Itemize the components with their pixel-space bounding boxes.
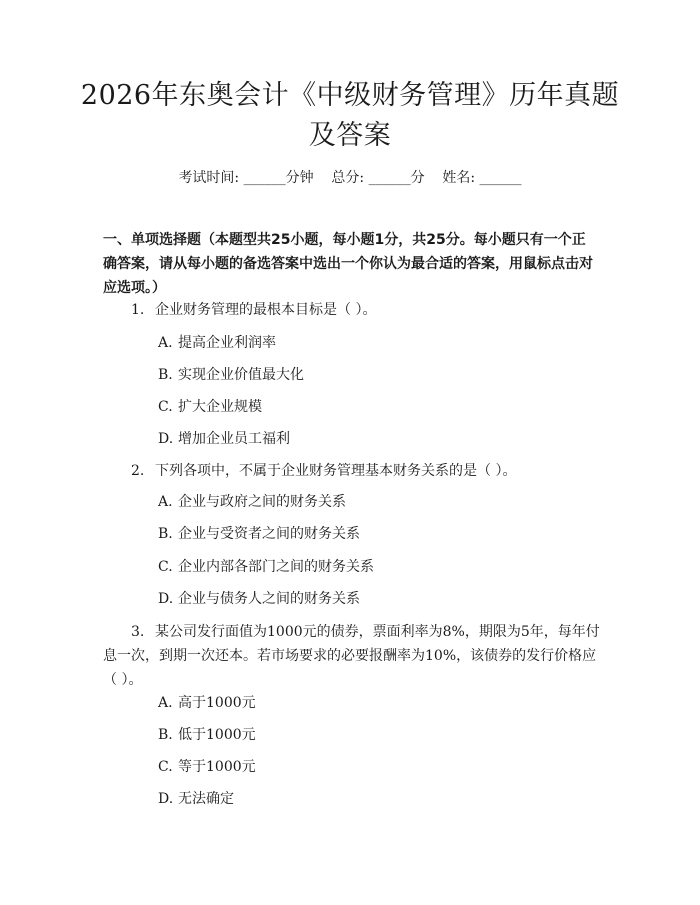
question-3 bbox=[103, 620, 603, 692]
option-letter: C. bbox=[158, 559, 173, 575]
q2-option-b[interactable] bbox=[158, 524, 360, 544]
question-2 bbox=[103, 459, 603, 483]
option-text: 企业与受资者之间的财务关系 bbox=[178, 526, 360, 542]
question-text: 企业财务管理的最根本目标是（ ）。 bbox=[155, 302, 377, 318]
option-text: 低于1000元 bbox=[178, 727, 256, 743]
question-number: 2. bbox=[131, 463, 145, 479]
q3-option-c[interactable] bbox=[158, 757, 256, 777]
option-letter: B. bbox=[158, 727, 173, 743]
q2-option-c[interactable] bbox=[158, 557, 374, 577]
question-1 bbox=[103, 298, 603, 322]
section-heading bbox=[103, 228, 603, 300]
question-number: 3. bbox=[131, 624, 145, 640]
option-letter: A. bbox=[158, 494, 173, 510]
question-number: 1. bbox=[131, 302, 145, 318]
option-text: 无法确定 bbox=[178, 791, 234, 807]
question-text-line-1 bbox=[103, 620, 603, 644]
question-text: 下列各项中，不属于企业财务管理基本财务关系的是（ ）。 bbox=[155, 463, 517, 479]
section-heading-line-1: 一、单项选择题（本题型共25小题，每小题1分，共25分。每小题只有一个正 bbox=[103, 232, 586, 248]
q1-option-c[interactable] bbox=[158, 397, 262, 417]
option-letter: B. bbox=[158, 526, 173, 542]
option-text: 提高企业利润率 bbox=[178, 335, 276, 351]
title-line-1: 2026年东奥会计《中级财务管理》历年真题 bbox=[80, 80, 620, 111]
q1-option-b[interactable] bbox=[158, 365, 304, 385]
option-text: 等于1000元 bbox=[178, 759, 256, 775]
q3-option-a[interactable] bbox=[158, 693, 256, 713]
option-letter: C. bbox=[158, 399, 173, 415]
title-line-2: 及答案 bbox=[308, 120, 392, 151]
q1-option-d[interactable] bbox=[158, 429, 290, 449]
section-heading-line-2: 确答案，请从每小题的备选答案中选出一个你认为最合适的答案，用鼠标点击对 bbox=[103, 256, 593, 272]
option-letter: B. bbox=[158, 367, 173, 383]
question-text-line-3: （ ）。 bbox=[103, 672, 143, 688]
section-heading-line-3: 应选项。） bbox=[103, 280, 166, 296]
option-letter: D. bbox=[158, 431, 174, 447]
option-text: 扩大企业规模 bbox=[178, 399, 262, 415]
question-text: 某公司发行面值为1000元的债券，票面利率为8%，期限为5年，每年付 bbox=[155, 624, 600, 640]
exam-info: 考试时间: ______分钟 总分: ______分 姓名: ______ bbox=[178, 170, 522, 186]
option-letter: D. bbox=[158, 791, 174, 807]
option-letter: D. bbox=[158, 591, 174, 607]
option-text: 企业内部各部门之间的财务关系 bbox=[178, 559, 374, 575]
q3-option-d[interactable] bbox=[158, 789, 234, 809]
option-letter: A. bbox=[158, 335, 173, 351]
q1-option-a[interactable] bbox=[158, 333, 276, 353]
q2-option-d[interactable] bbox=[158, 589, 360, 609]
q3-option-b[interactable] bbox=[158, 725, 256, 745]
question-text-line-2: 息一次，到期一次还本。若市场要求的必要报酬率为10%，该债券的发行价格应 bbox=[103, 648, 597, 664]
q2-option-a[interactable] bbox=[158, 492, 346, 512]
option-letter: A. bbox=[158, 695, 173, 711]
option-text: 企业与政府之间的财务关系 bbox=[178, 494, 346, 510]
option-text: 实现企业价值最大化 bbox=[178, 367, 304, 383]
option-text: 高于1000元 bbox=[178, 695, 256, 711]
option-text: 企业与债务人之间的财务关系 bbox=[178, 591, 360, 607]
page-title bbox=[60, 76, 640, 156]
option-text: 增加企业员工福利 bbox=[178, 431, 290, 447]
option-letter: C. bbox=[158, 759, 173, 775]
